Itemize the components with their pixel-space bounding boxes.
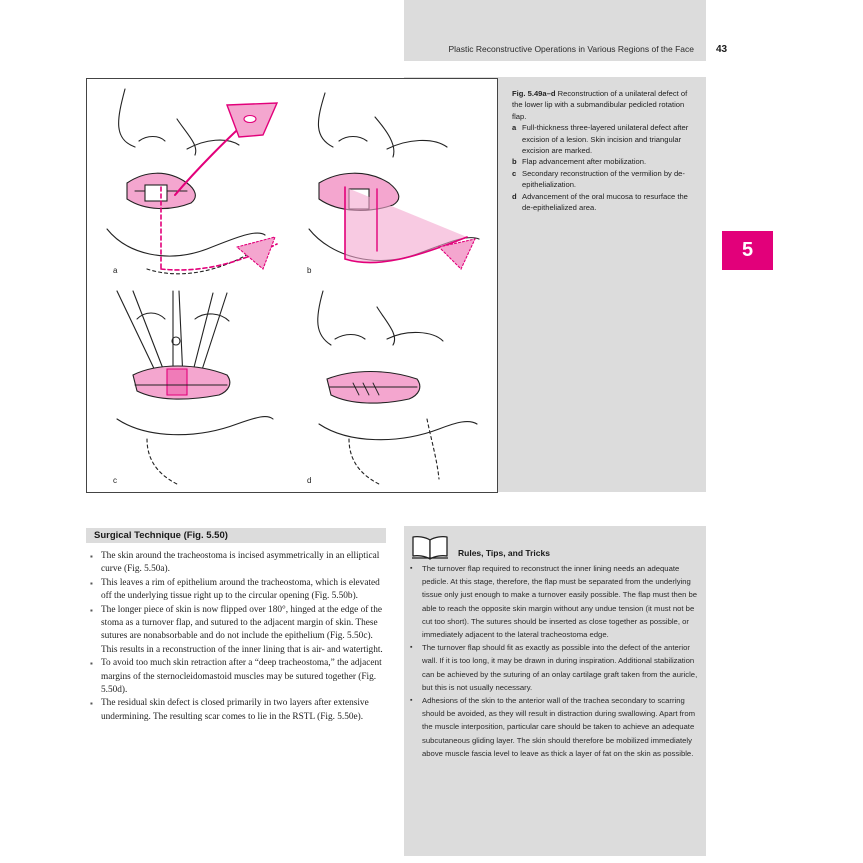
list-item: ▪ The turnover flap required to reconstruct the inner lining needs an adequate pedicle. At this stage, therefore, the flap must be separated from the underlying tissue only just enough to make a turnover easily possible. The flap must then be able to reach the opposite skin margin without any undue tension (it must not be cut too short). The sutures should be inserted as close together as possible, or immediately adjacent to the lateral tracheostoma edge. [410,562,702,641]
list-item: ▪ To avoid too much skin retraction after a “deep tracheostoma,” the adjacent margins of the sternocleidomastoid muscles may be sutured together (Fig. 5.50d). [90,657,390,697]
list-item: ▪ Adhesions of the skin to the anterior wall of the trachea secondary to scarring should be avoided, as they will result in distraction during swallowing. Apart from the muscle interposition, particular care should be taken to achieve an adequate subcutaneous gliding layer. The skin should therefore be mobilized immediately above muscle fascia level to leave as thick a layer of fat on the skin as possible. [410,694,702,760]
caption-intro: Reconstruction of a unilateral defect of the lower lip with a submandibular pedicled rotation flap. [512,89,688,121]
figure-illustration [87,79,499,494]
caption-title-line [512,88,698,122]
caption-item-a [512,122,698,156]
caption-item-c-text: Secondary reconstruction of the vermilion by de-epithelialization. [522,168,685,190]
caption-item-b-label: b [512,157,517,167]
section-heading: Surgical Technique (Fig. 5.50) [86,528,386,543]
caption-item-d-label: d [512,191,517,201]
caption-item-a-text: Full-thickness three-layered unilateral defect after excision of a lesion. Skin incision and triangular excision are marked. [522,123,689,156]
caption-title: Fig. 5.49a–d [512,89,556,98]
caption-item-d [512,191,698,214]
page-number: 43 [716,44,728,55]
panel-label-b: b [307,266,312,275]
caption-item-b-text: Flap advancement after mobilization. [522,157,647,167]
panel-label-a: a [113,266,118,275]
panel-label-c: c [113,476,117,485]
chapter-tab: 5 [722,231,773,270]
book-icon [411,534,449,560]
caption-item-c [512,168,698,191]
figure-caption [512,88,698,213]
caption-item-c-label: c [512,168,517,178]
list-item: ▪ This leaves a rim of epithelium around the tracheostoma, which is elevated off the underlying tissue right up to the circular opening (Fig. 5.50b). [90,577,390,604]
list-item: ▪ The skin around the tracheostoma is incised asymmetrically in an elliptical curve (Fig. 5.50a). [90,550,390,577]
running-head: Plastic Reconstructive Operations in Various Regions of the Face [448,44,694,54]
caption-item-b [512,156,698,167]
list-item: ▪ The longer piece of skin is now flipped over 180°, hinged at the edge of the stoma as a turnover flap, and sutured to the adjacent margin of skin. These sutures are nonabsorbable and do not include the epithelium (Fig. 5.50c). This results in a reconstruction of the inner lining that is air- and watertight. [90,604,390,658]
list-item: ▪ The residual skin defect is closed primarily in two layers after extensive undermining. The resulting scar comes to lie in the RSTL (Fig. 5.50e). [90,697,390,724]
tips-title: Rules, Tips, and Tricks [458,548,550,558]
caption-item-a-label: a [512,123,517,133]
panel-label-d: d [307,476,312,485]
list-item: ▪ The turnover flap should fit as exactly as possible into the defect of the anterior wall. If it is too long, it may be drawn in during inspiration. Additional stabilization can be achieved by the suturing of an onlay cartilage graft taken from the auricle, but this is not usually necessary. [410,641,702,694]
caption-item-d-text: Advancement of the oral mucosa to resurface the de-epithelialized area. [522,191,688,213]
lip-reconstruction-figure [86,78,498,493]
tips-list [410,562,702,760]
surgical-technique-list [90,550,390,724]
